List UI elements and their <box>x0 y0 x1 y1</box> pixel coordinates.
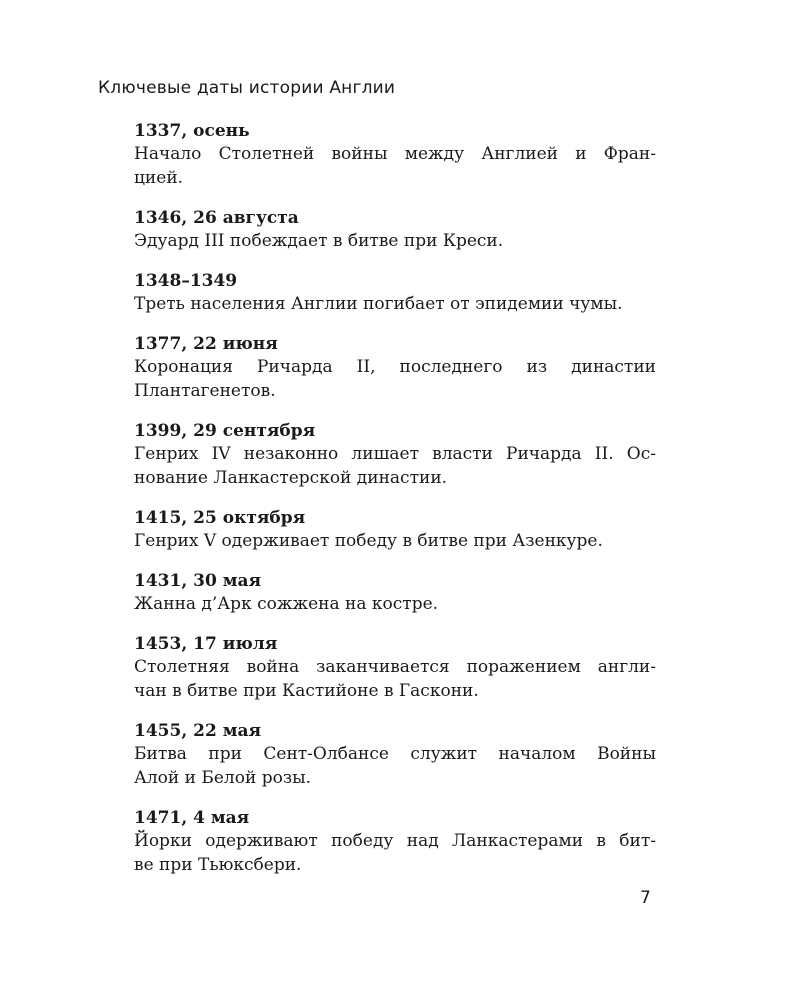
timeline-entry <box>134 720 656 790</box>
entry-date: 1337, осень <box>134 121 250 141</box>
entry-text-line: цией. <box>134 168 184 188</box>
timeline-entry <box>134 333 656 403</box>
entry-date: 1377, 22 июня <box>134 334 278 354</box>
entry-date: 1453, 17 июля <box>134 634 278 654</box>
entry-text-line: Начало Столетней войны между Англией и Фран- <box>134 144 656 164</box>
entry-text-line: Эдуард III побеждает в битве при Креси. <box>134 231 504 251</box>
entry-text-line: чан в битве при Кастийоне в Гаскони. <box>134 681 479 701</box>
timeline-entry <box>134 570 656 616</box>
entry-text-line: Столетняя война заканчивается поражением англи- <box>134 657 656 677</box>
entry-date: 1415, 25 октября <box>134 508 306 528</box>
entry-text-line: Алой и Белой розы. <box>134 768 312 788</box>
timeline-entry <box>134 120 656 190</box>
timeline-entry <box>134 420 656 490</box>
entry-text-line: Йорки одерживают победу над Ланкастерами в бит- <box>134 831 656 851</box>
entry-text-line: Генрих IV незаконно лишает власти Ричарда II. Ос- <box>134 444 656 464</box>
entry-text-line: Жанна д’Арк сожжена на костре. <box>134 594 439 614</box>
entry-text-line: нование Ланкастерской династии. <box>134 468 448 488</box>
entry-date: 1348–1349 <box>134 271 238 291</box>
entry-date: 1399, 29 сентября <box>134 421 316 441</box>
timeline-entry <box>134 207 656 253</box>
entry-text-line: Битва при Сент-Олбансе служит началом Войны <box>134 744 656 764</box>
timeline-entry <box>134 807 656 877</box>
timeline-entry <box>134 270 656 316</box>
entry-text-line: Коронация Ричарда II, последнего из династии <box>134 357 656 377</box>
entry-text-line: ве при Тьюксбери. <box>134 855 302 875</box>
page-number: 7 <box>640 888 651 908</box>
entry-text-line: Генрих V одерживает победу в битве при Азенкуре. <box>134 531 603 551</box>
entry-text-line: Треть населения Англии погибает от эпидемии чумы. <box>134 294 623 314</box>
timeline-entry <box>134 507 656 553</box>
entry-text-line: Плантагенетов. <box>134 381 276 401</box>
timeline-entry <box>134 633 656 703</box>
entry-date: 1471, 4 мая <box>134 808 250 828</box>
entry-date: 1346, 26 августа <box>134 208 299 228</box>
entry-date: 1431, 30 мая <box>134 571 262 591</box>
entry-date: 1455, 22 мая <box>134 721 262 741</box>
timeline-list <box>134 120 656 894</box>
running-head: Ключевые даты истории Англии <box>98 78 396 98</box>
